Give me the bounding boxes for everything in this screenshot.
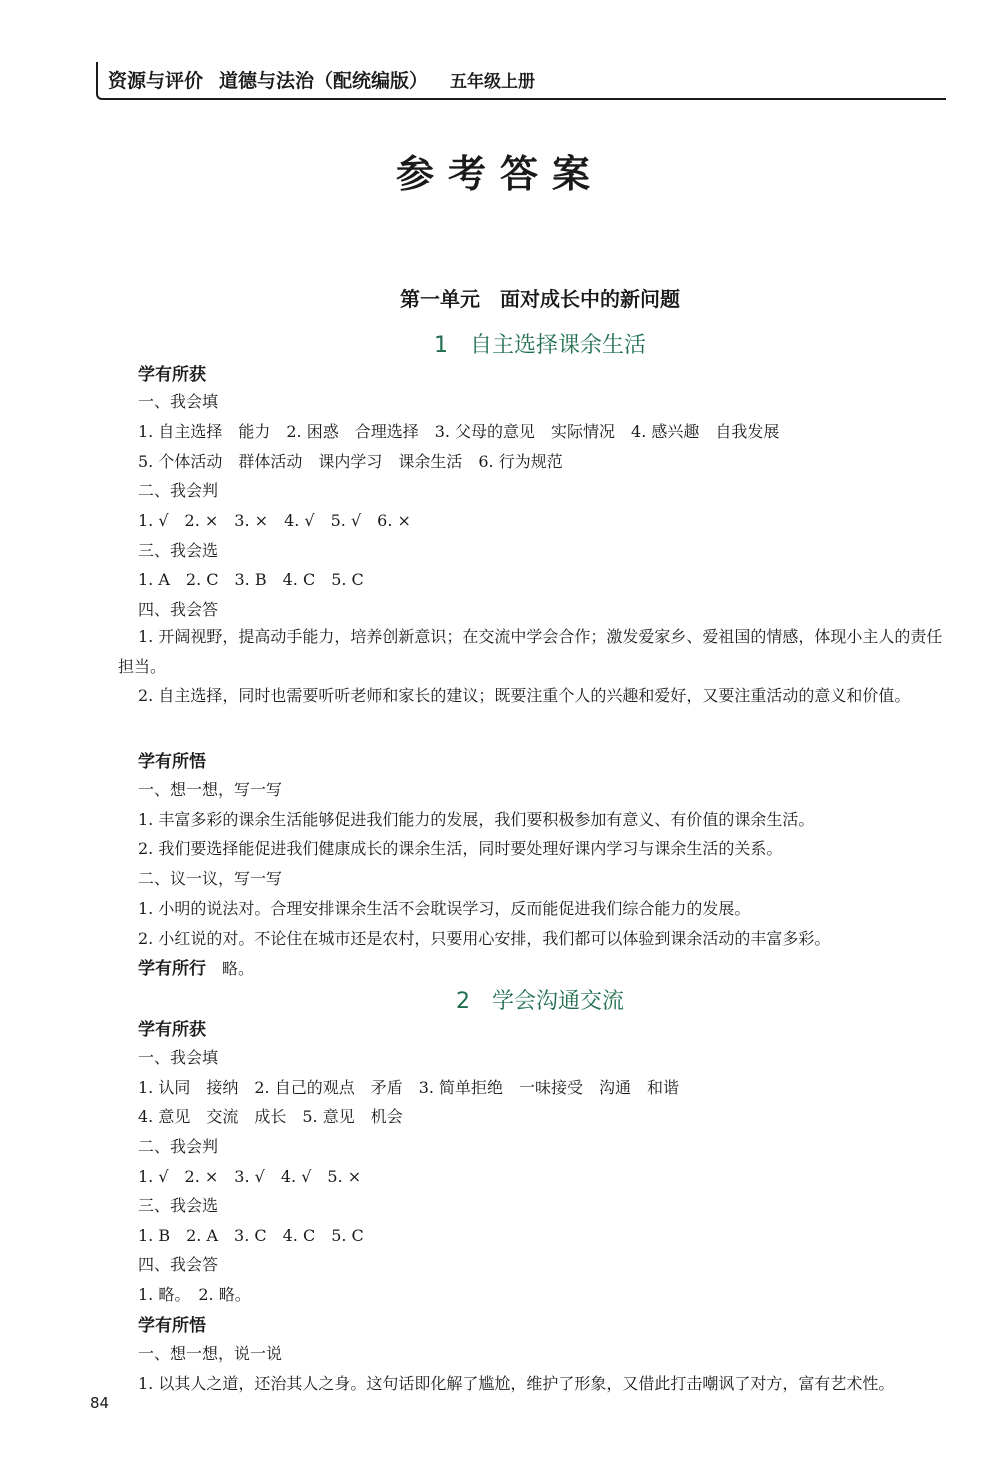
lesson-1-fill-line-1: 1. 自主选择 能力 2. 困惑 合理选择 3. 父母的意见 实际情况 4. 感兴趣 自我发展 [138, 422, 780, 441]
lesson-2-insight-heading: 学有所悟 [138, 1316, 206, 1336]
lesson-1-fill-line-2: 5. 个体活动 群体活动 课内学习 课余生活 6. 行为规范 [138, 452, 563, 471]
lesson-1-fill-heading: 一、我会填 [138, 392, 219, 411]
lesson-1-title: 1 自主选择课余生活 [434, 333, 646, 358]
header-text [108, 66, 535, 93]
lesson-2-choose-line: 1. B 2. A 3. C 4. C 5. C [138, 1226, 364, 1245]
lesson-2-answer-line: 1. 略。 2. 略。 [138, 1285, 251, 1304]
lesson-1-think-1: 1. 丰富多彩的课余生活能够促进我们能力的发展，我们要积极参加有意义、有价值的课余生活。 [138, 810, 815, 829]
lesson-1-practice-text: 略。 [222, 959, 255, 978]
lesson-2-choose-heading: 三、我会选 [138, 1196, 219, 1215]
lesson-2-think-1: 1. 以其人之道，还治其人之身。这句话即化解了尴尬，维护了形象，又借此打击嘲讽了对方，富有艺术性。 [138, 1374, 895, 1393]
lesson-2-fill-heading: 一、我会填 [138, 1048, 219, 1067]
lesson-2-fill-line-2: 4. 意见 交流 成长 5. 意见 机会 [138, 1107, 403, 1126]
lesson-1-practice-heading: 学有所行 [138, 959, 206, 979]
lesson-1-think-2: 2. 我们要选择能促进我们健康成长的课余生活，同时要处理好课内学习与课余生活的关系。 [138, 839, 783, 858]
lesson-1-judge-heading: 二、我会判 [138, 481, 219, 500]
lesson-2-answer-heading: 四、我会答 [138, 1255, 219, 1274]
header-grade: 五年级上册 [450, 72, 536, 92]
lesson-1-gain-heading: 学有所获 [138, 365, 206, 385]
lesson-1-answer-2: 2. 自主选择，同时也需要听听老师和家长的建议；既要注重个人的兴趣和爱好，又要注重活动的意义和价值。 [138, 686, 911, 705]
header-brand: 资源与评价 [108, 70, 204, 92]
lesson-1-practice-line [138, 954, 254, 979]
lesson-2-fill-line-1: 1. 认同 接纳 2. 自己的观点 矛盾 3. 简单拒绝 一味接受 沟通 和谐 [138, 1078, 680, 1097]
lesson-2-title: 2 学会沟通交流 [456, 989, 624, 1014]
page-title: 参考答案 [395, 152, 604, 196]
lesson-1-answer-1: 1. 开阔视野，提高动手能力，培养创新意识；在交流中学会合作；激发爱家乡、爱祖国的情感，体现小主人的责任担当。 [118, 627, 943, 676]
lesson-1-judge-line: 1. √ 2. × 3. × 4. √ 5. √ 6. × [138, 511, 411, 530]
header-subject: 道德与法治（配统编版） [219, 70, 429, 92]
lesson-1-discuss-heading: 二、议一议，写一写 [138, 869, 283, 888]
lesson-2-gain-heading: 学有所获 [138, 1020, 206, 1040]
lesson-1-think-heading: 一、想一想，写一写 [138, 780, 283, 799]
unit-title: 第一单元 面对成长中的新问题 [400, 287, 680, 311]
lesson-1-choose-line: 1. A 2. C 3. B 4. C 5. C [138, 570, 364, 589]
lesson-2-judge-line: 1. √ 2. × 3. √ 4. √ 5. × [138, 1167, 362, 1186]
lesson-1-insight-heading: 学有所悟 [138, 752, 206, 772]
page-header [96, 62, 946, 100]
lesson-2-think-heading: 一、想一想，说一说 [138, 1344, 283, 1363]
lesson-1-discuss-1: 1. 小明的说法对。合理安排课余生活不会耽误学习，反而能促进我们综合能力的发展。 [138, 899, 751, 918]
lesson-2-judge-heading: 二、我会判 [138, 1137, 219, 1156]
page-number: 84 [90, 1394, 110, 1412]
lesson-1-answer-heading: 四、我会答 [138, 600, 219, 619]
lesson-1-discuss-2: 2. 小红说的对。不论住在城市还是农村，只要用心安排，我们都可以体验到课余活动的丰富多彩。 [138, 929, 831, 948]
lesson-1-choose-heading: 三、我会选 [138, 541, 219, 560]
